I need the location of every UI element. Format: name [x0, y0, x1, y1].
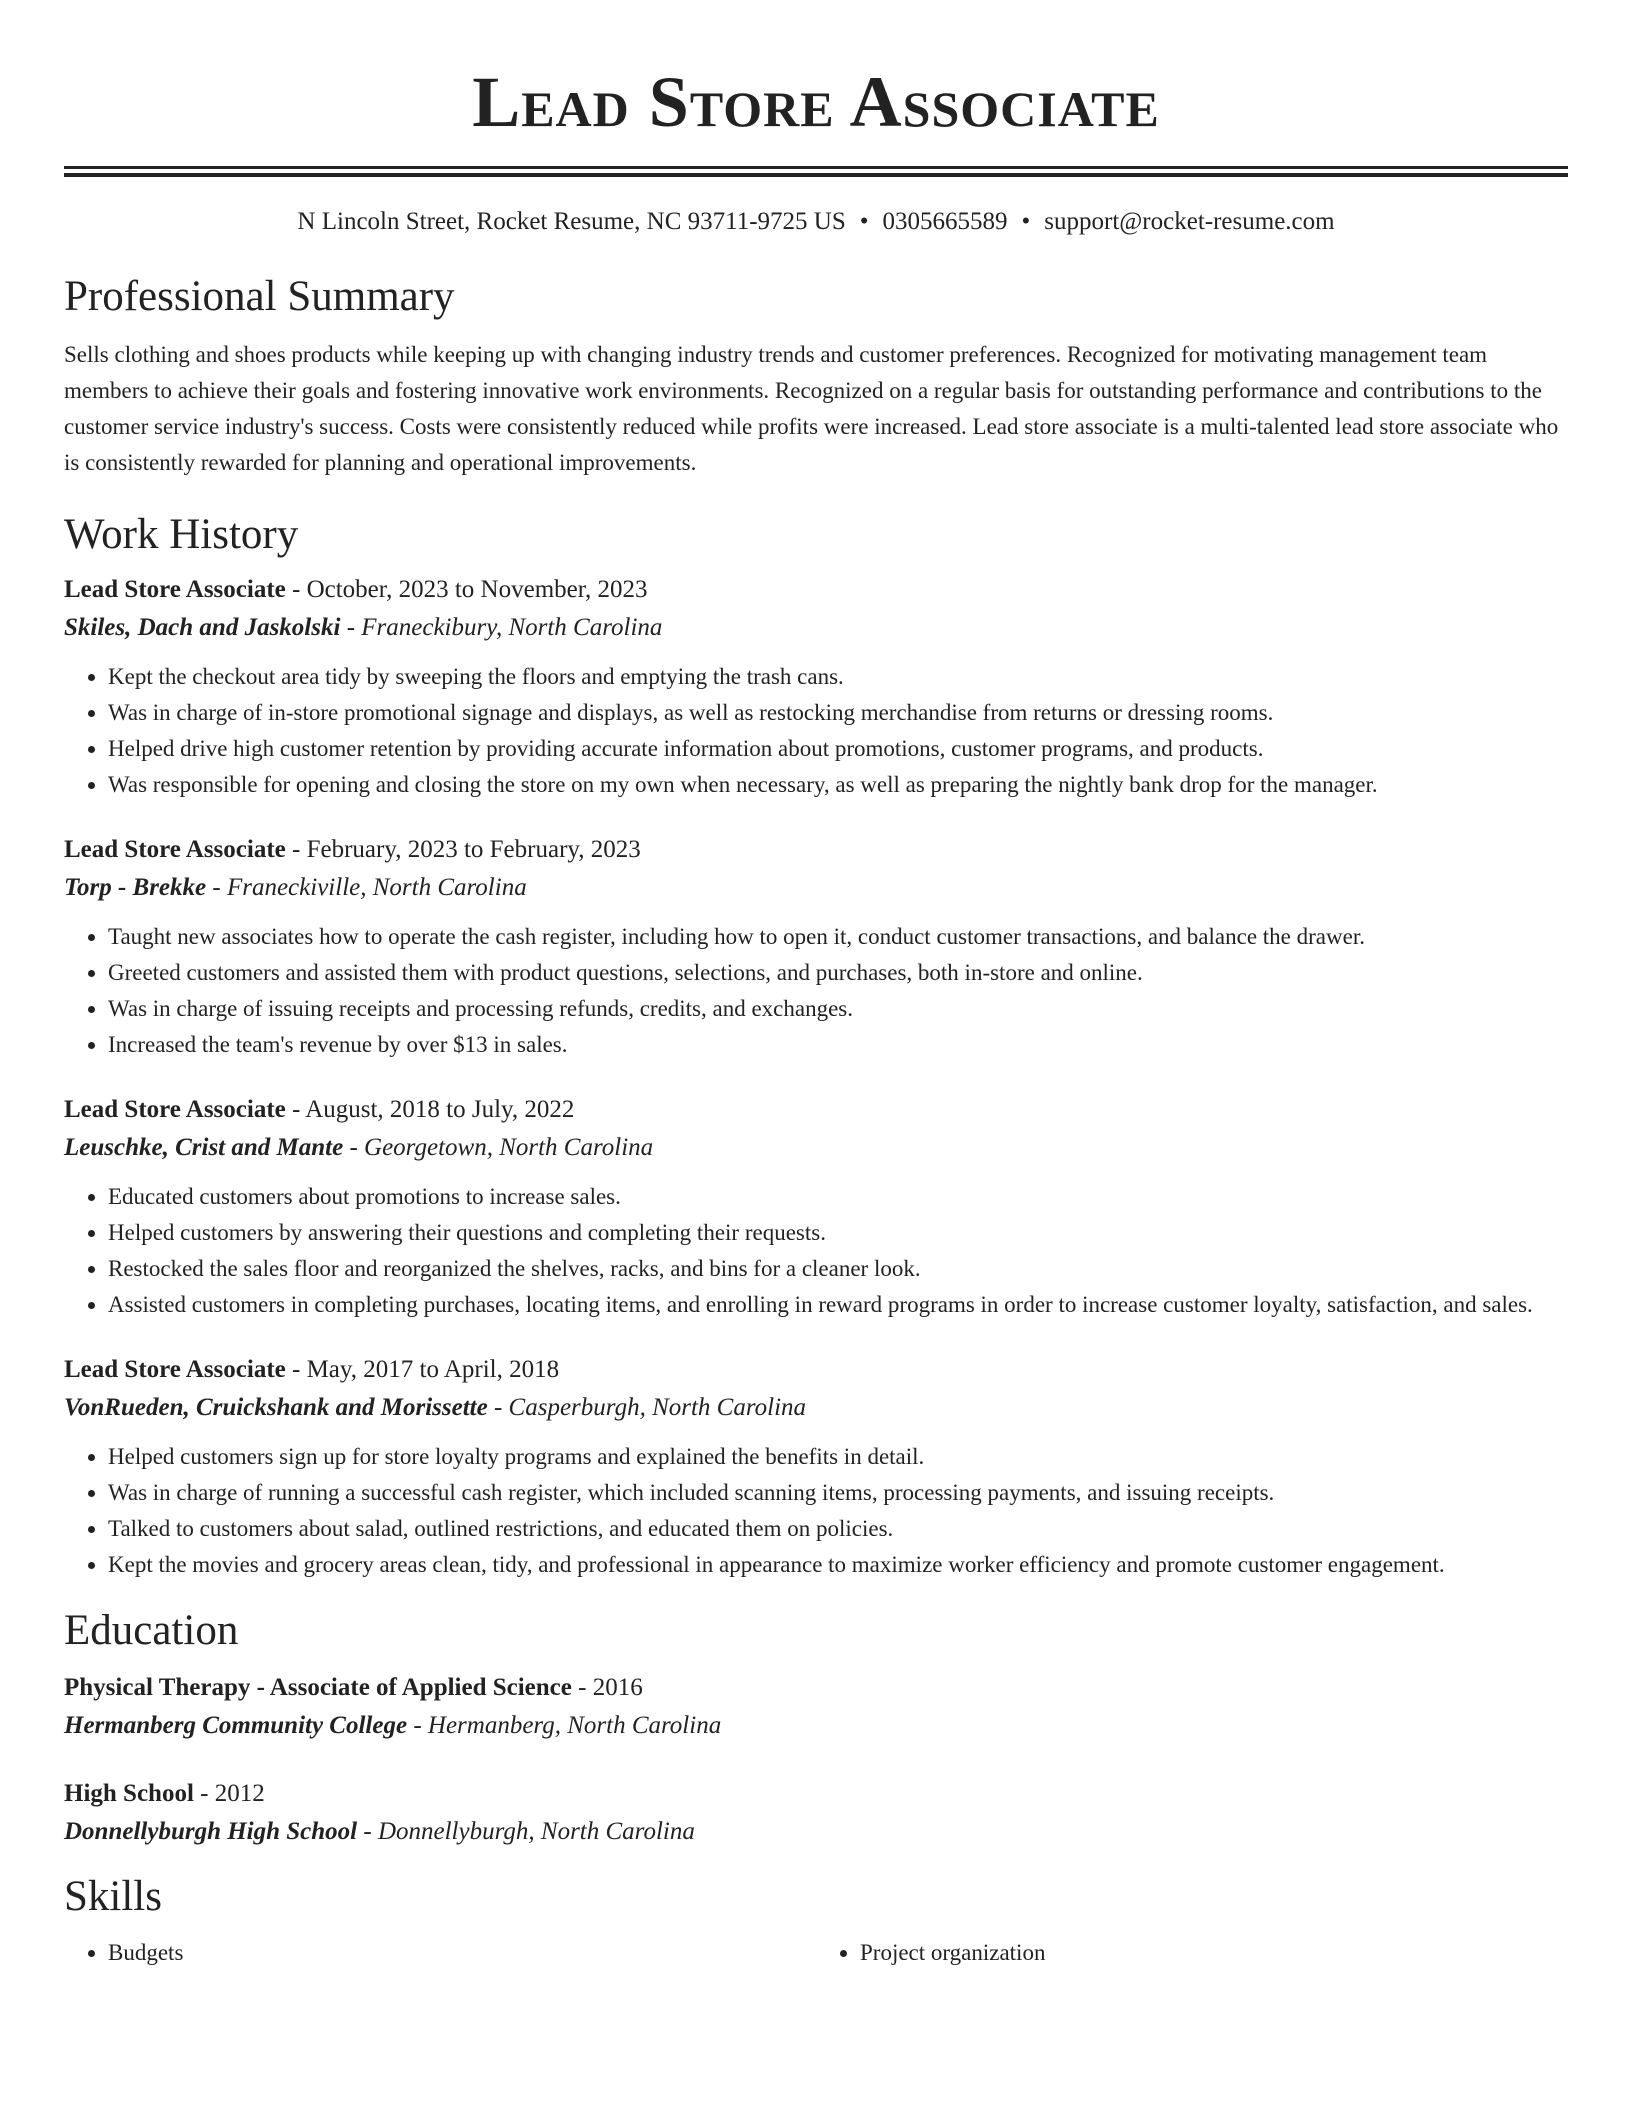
education-heading: Education — [64, 1607, 239, 1654]
title-divider — [64, 166, 1568, 177]
contact-address: N Lincoln Street, Rocket Resume, NC 93711-9725 US — [297, 208, 846, 235]
skill-item: • Budgets — [108, 1935, 816, 1971]
job-bullets — [64, 659, 1568, 803]
job-header — [64, 831, 1568, 869]
skills-columns — [64, 1935, 1568, 1971]
education-school: Donnellyburgh High School — [64, 1818, 358, 1845]
job-title: Lead Store Associate — [64, 1356, 286, 1383]
contact-separator: • — [859, 208, 869, 235]
job-header — [64, 1351, 1568, 1389]
skills-heading: Skills — [64, 1873, 162, 1920]
education-header — [64, 1669, 1568, 1707]
contact-separator: • — [1021, 208, 1031, 235]
job-bullet: • Was in charge of running a successful cash register, which included scanning items, processing payments, and issuing receipts. — [108, 1475, 1568, 1511]
education-degree: High School — [64, 1780, 194, 1807]
job-employer — [64, 1389, 1568, 1427]
job-header — [64, 571, 1568, 609]
summary-text: Sells clothing and shoes products while keeping up with changing industry trends and customer preferences. Recognized for motivating management team members to achieve their goals and fostering innovative work environments. Recognized on a regular basis for outstanding performance and contributions to the customer service industry's success. Costs were consistently reduced while profits were increased. Lead store associate is a multi-talented lead store associate who is consistently rewarded for planning and operational improvements. — [64, 342, 1559, 475]
education-school-line — [64, 1707, 1568, 1745]
resume-page — [64, 0, 1568, 1971]
job-employer — [64, 1129, 1568, 1167]
skill-item: • Project organization — [860, 1935, 1568, 1971]
contact-line — [64, 205, 1568, 239]
job-bullet: • Helped customers sign up for store loyalty programs and explained the benefits in detail. — [108, 1439, 1568, 1475]
job-company: Leuschke, Crist and Mante — [64, 1134, 344, 1161]
education-location: - Donnellyburgh, North Carolina — [357, 1818, 695, 1845]
job-bullet: • Restocked the sales floor and reorganized the shelves, racks, and bins for a cleaner look. — [108, 1251, 1568, 1287]
education-entry — [64, 1775, 1568, 1851]
education-school-line — [64, 1813, 1568, 1851]
education-degree: Physical Therapy - Associate of Applied Science — [64, 1674, 572, 1701]
job-bullet: • Was in charge of issuing receipts and processing refunds, credits, and exchanges. — [108, 991, 1568, 1027]
job-title: Lead Store Associate — [64, 576, 286, 603]
job-dates: - August, 2018 to July, 2022 — [285, 1096, 575, 1123]
job-title: Lead Store Associate — [64, 1096, 286, 1123]
education-header — [64, 1775, 1568, 1813]
job-dates: - October, 2023 to November, 2023 — [285, 576, 648, 603]
work-history-heading: Work History — [64, 511, 299, 558]
job-bullet: • Helped customers by answering their questions and completing their requests. — [108, 1215, 1568, 1251]
job-bullet: • Helped drive high customer retention by providing accurate information about promotions, customer programs, and products. — [108, 731, 1568, 767]
job-bullet: • Kept the movies and grocery areas clean, tidy, and professional in appearance to maximize worker efficiency and promote customer engagement. — [108, 1547, 1568, 1583]
summary-heading: Professional Summary — [64, 273, 455, 320]
job-bullet: • Greeted customers and assisted them with product questions, selections, and purchases, both in-store and online. — [108, 955, 1568, 991]
job-bullet: • Kept the checkout area tidy by sweeping the floors and emptying the trash cans. — [108, 659, 1568, 695]
job-dates: - May, 2017 to April, 2018 — [285, 1356, 560, 1383]
job-bullet: • Talked to customers about salad, outlined restrictions, and educated them on policies. — [108, 1511, 1568, 1547]
skills-left-column — [64, 1935, 816, 1971]
job-entry — [64, 831, 1568, 1063]
job-company: VonRueden, Cruickshank and Morissette — [64, 1394, 488, 1421]
contact-phone: 0305665589 — [882, 208, 1008, 235]
job-dates: - February, 2023 to February, 2023 — [285, 836, 641, 863]
job-bullet: • Assisted customers in completing purchases, locating items, and enrolling in reward programs in order to increase customer loyalty, satisfaction, and sales. — [108, 1287, 1568, 1323]
job-location: - Franeckiville, North Carolina — [206, 874, 527, 901]
job-entry — [64, 1351, 1568, 1583]
job-bullet: • Taught new associates how to operate the cash register, including how to open it, conduct customer transactions, and balance the drawer. — [108, 919, 1568, 955]
job-title: Lead Store Associate — [64, 836, 286, 863]
job-company: Skiles, Dach and Jaskolski — [64, 614, 341, 641]
job-entry — [64, 571, 1568, 803]
education-year: - 2016 — [571, 1674, 643, 1701]
contact-email: support@rocket-resume.com — [1044, 208, 1335, 235]
job-bullets — [64, 1439, 1568, 1583]
job-bullet: • Was responsible for opening and closing the store on my own when necessary, as well as preparing the nightly bank drop for the manager. — [108, 767, 1568, 803]
resume-title: Lead Store Associate — [472, 62, 1160, 142]
job-bullet: • Educated customers about promotions to increase sales. — [108, 1179, 1568, 1215]
education-list — [64, 1669, 1568, 1851]
education-year: - 2012 — [193, 1780, 265, 1807]
job-employer — [64, 609, 1568, 647]
job-location: - Georgetown, North Carolina — [343, 1134, 654, 1161]
job-entry — [64, 1091, 1568, 1323]
job-employer — [64, 869, 1568, 907]
skills-right-column — [816, 1935, 1568, 1971]
job-location: - Franeckibury, North Carolina — [340, 614, 663, 641]
education-entry — [64, 1669, 1568, 1745]
education-school: Hermanberg Community College — [64, 1712, 408, 1739]
job-bullet: • Was in charge of in-store promotional signage and displays, as well as restocking merchandise from returns or dressing rooms. — [108, 695, 1568, 731]
job-location: - Casperburgh, North Carolina — [487, 1394, 807, 1421]
job-bullet: • Increased the team's revenue by over $13 in sales. — [108, 1027, 1568, 1063]
job-bullets — [64, 919, 1568, 1063]
job-company: Torp - Brekke — [64, 874, 207, 901]
education-location: - Hermanberg, North Carolina — [407, 1712, 722, 1739]
job-header — [64, 1091, 1568, 1129]
work-history-list — [64, 571, 1568, 1583]
job-bullets — [64, 1179, 1568, 1323]
